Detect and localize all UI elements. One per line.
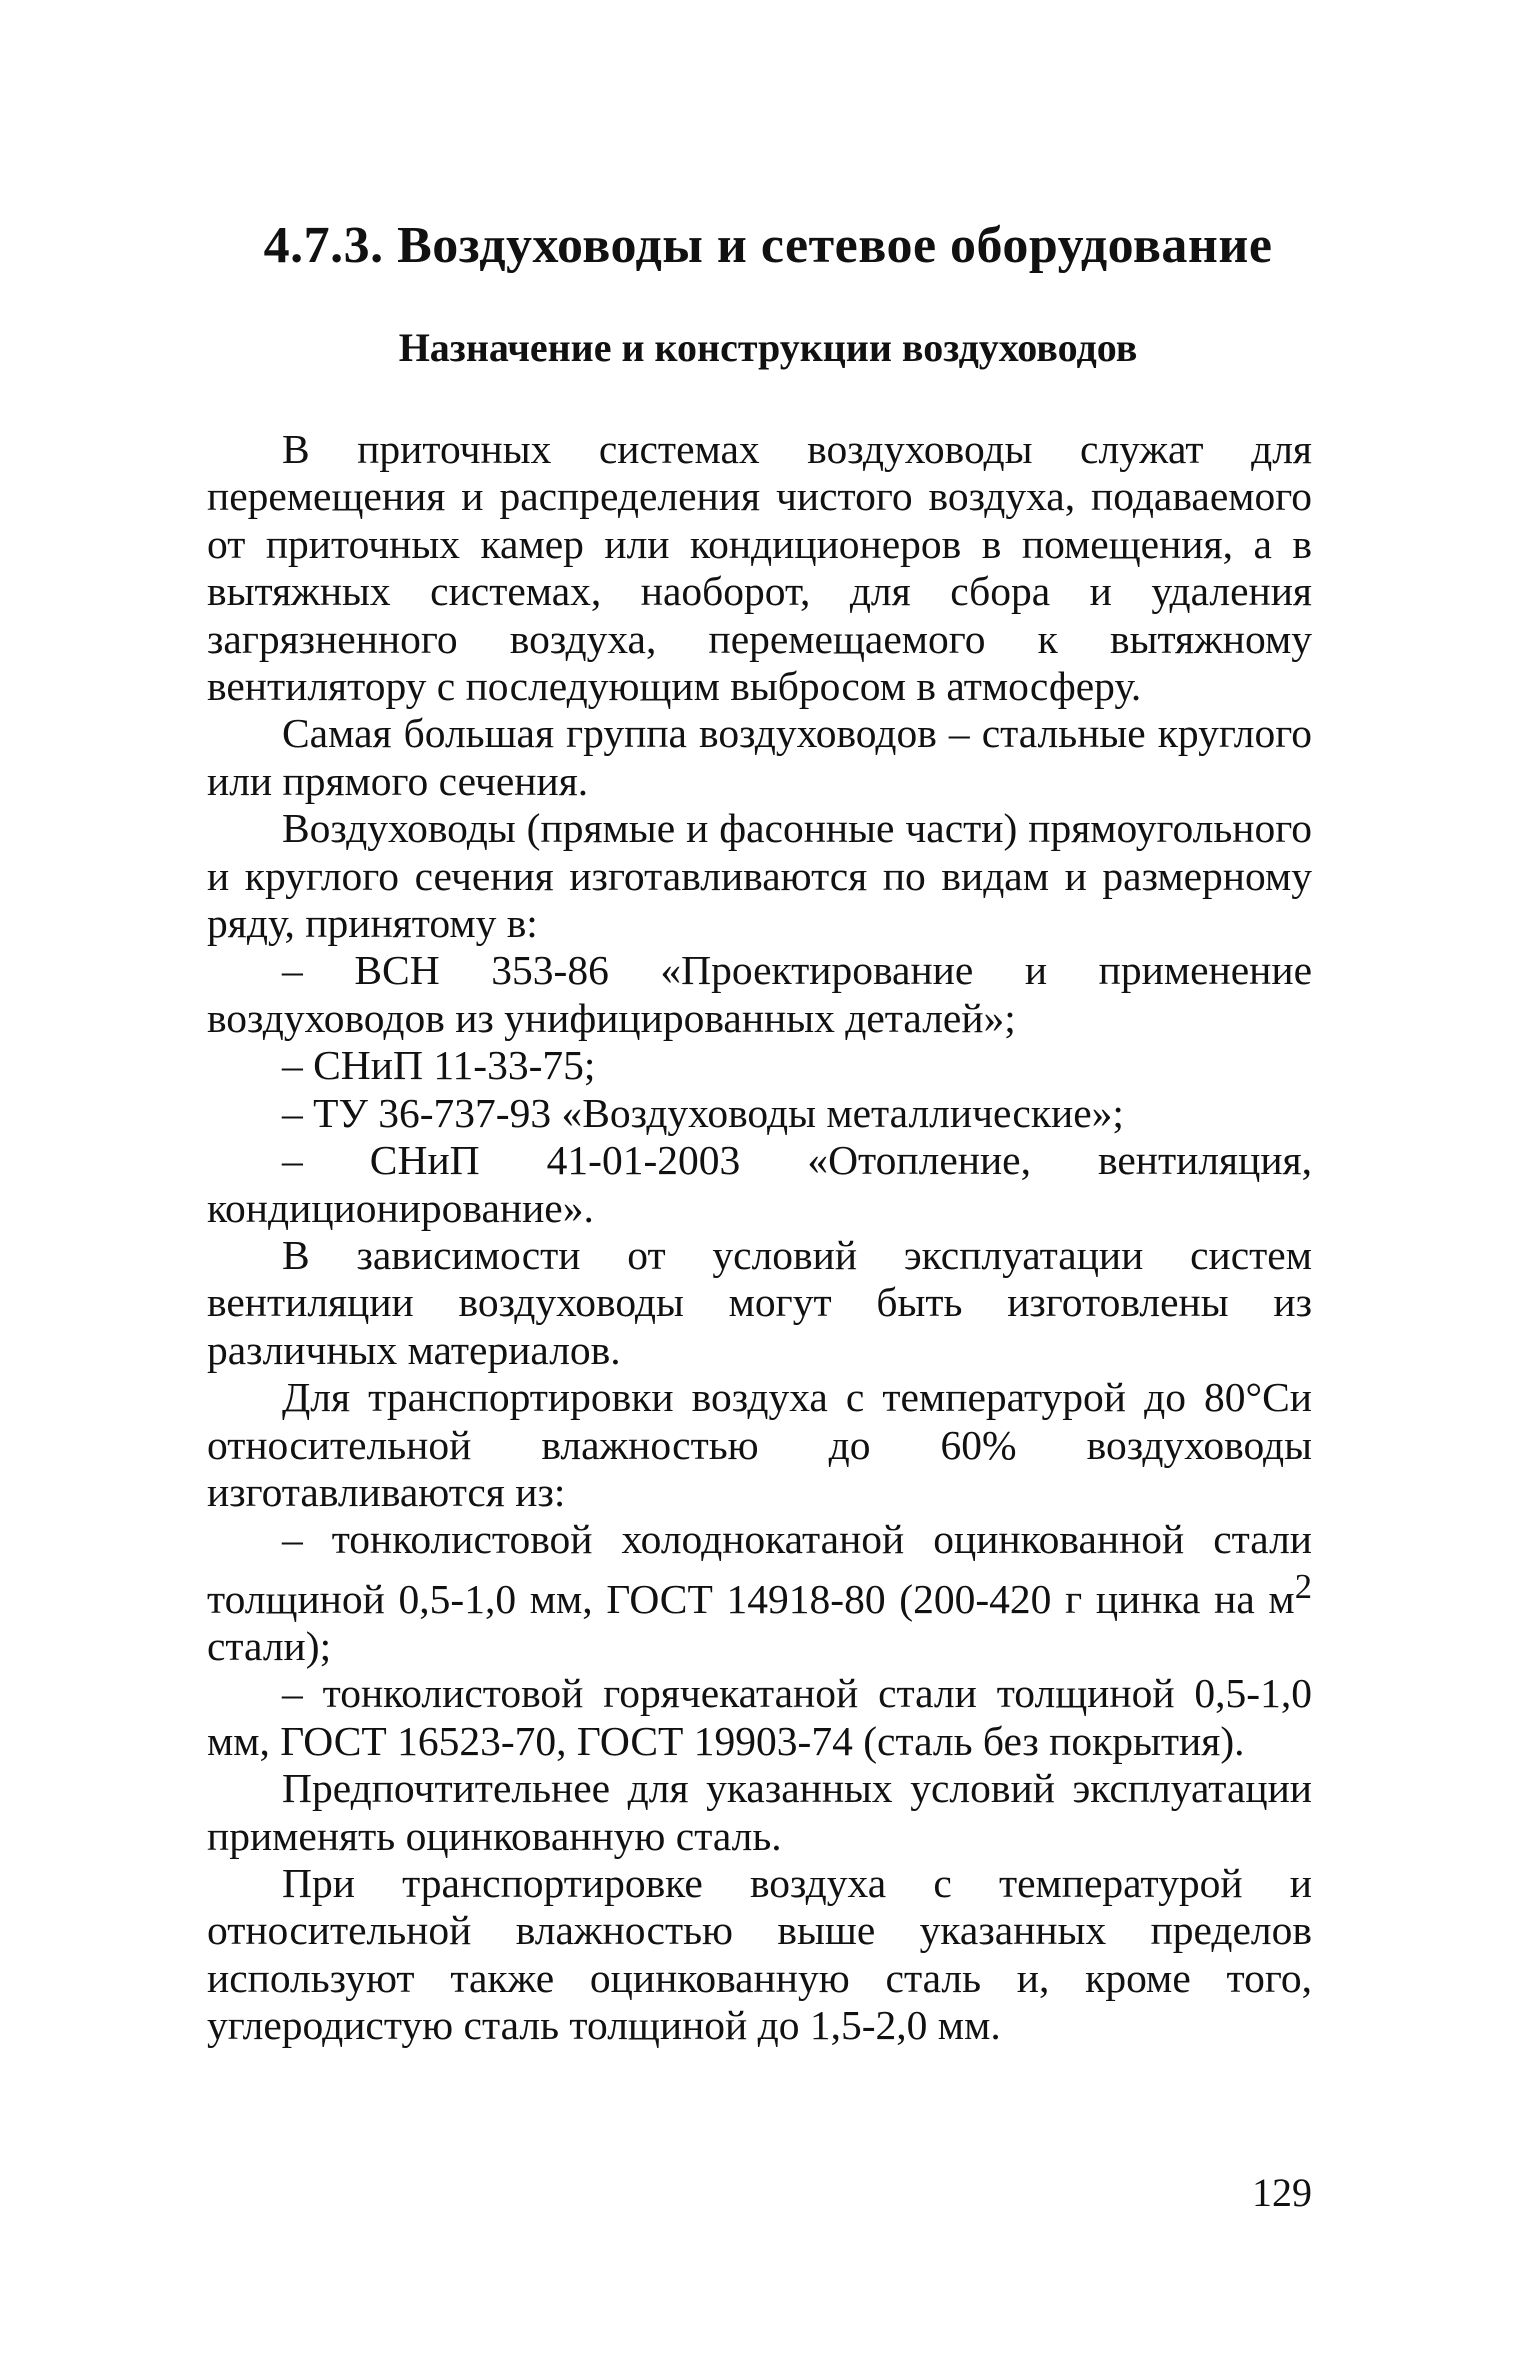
paragraph: Для транспортировки воздуха с температурой до 80°Си относительной влажностью до 60% воздуховоды изготавливаются из: — [207, 1374, 1312, 1515]
paragraph: В зависимости от условий эксплуатации систем вентиляции воздуховоды могут быть изготовлены из различных материалов. — [207, 1231, 1312, 1373]
paragraph: Предпочтительнее для указанных условий эксплуатации применять оцинкованную сталь. — [207, 1765, 1312, 1859]
paragraph: Самая большая группа воздуховодов – стальные круглого или прямого сечения. — [207, 710, 1312, 804]
section-title: 4.7.3. Воздуховоды и сетевое оборудование — [263, 217, 1273, 274]
body-text — [207, 426, 1312, 2050]
list-item: – СНиП 11-33-75; — [282, 1042, 596, 1089]
paragraph: При транспортировке воздуха с температурой и относительной влажностью выше указанных пределов используют также оцинкованную сталь и, кроме того, углеродистую сталь толщиной до 1,5-2,0 мм. — [207, 1860, 1312, 2049]
paragraph: Воздуховоды (прямые и фасонные части) прямоугольного и круглого сечения изготавливаются по видам и размерному ряду, принятому в: — [207, 805, 1312, 947]
list-item-text-end: стали); — [207, 1622, 332, 1669]
list-item — [207, 1516, 1312, 1670]
list-item: – тонколистовой горячекатаной стали толщиной 0,5-1,0 мм, ГОСТ 16523-70, ГОСТ 19903-74 (сталь без покрытия). — [207, 1670, 1312, 1764]
page-number: 129 — [1252, 2170, 1312, 2215]
list-item: – ВСН 353-86 «Проектирование и применение воздуховодов из унифицированных деталей»; — [207, 947, 1312, 1041]
paragraph: В приточных системах воздуховоды служат для перемещения и распределения чистого воздуха, подаваемого от приточных камер или кондиционеров в помещения, а в вытяжных системах, наоборот, для сбора и удаления загрязненного воздуха, перемещаемого к вытяжному вентилятору с последующим выбросом в атмосферу. — [207, 426, 1312, 710]
list-item: – ТУ 36-737-93 «Воздуховоды металлические»; — [282, 1089, 1124, 1136]
list-item: – СНиП 41-01-2003 «Отопление, вентиляция, кондиционирование». — [207, 1137, 1312, 1231]
superscript: 2 — [1294, 1567, 1312, 1606]
list-item-text: – тонколистовой холоднокатаной оцинкованной стали толщиной 0,5-1,0 мм, ГОСТ 14918-80 (200-420 г цинка на м — [207, 1516, 1312, 1622]
subsection-title: Назначение и конструкции воздуховодов — [398, 325, 1138, 370]
